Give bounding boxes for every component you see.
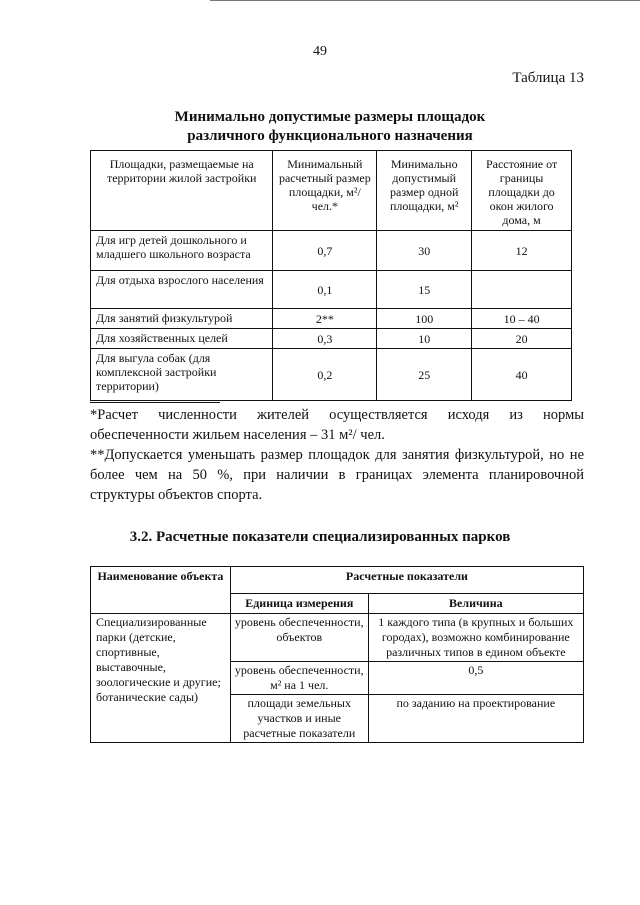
row-name: Для игр детей дошкольного и младшего школьного возраста [91, 231, 273, 271]
row-per-person: 0,1 [273, 271, 377, 309]
table-row [91, 231, 572, 271]
row-distance: 40 [472, 349, 572, 401]
header-min-per-person: Минимальный расчетный размер площадки, м²/чел.* [273, 151, 377, 231]
table-row [91, 329, 572, 349]
table-label: Таблица 13 [512, 70, 584, 86]
footnote-2: **Допускается уменьшать размер площадок для занятия физкультурой, но не более чем на 50 %, при наличии в границах элемента планировочной структуры объектов спорта. [90, 447, 584, 503]
row-value: 1 каждого типа (в крупных и больших городах), возможно комбинирование различных типов в едином объекте [368, 614, 583, 662]
footnote-1: *Расчет численности жителей осуществляется исходя из нормы обеспеченности жильем населения – 31 м²/ чел. [90, 407, 584, 443]
table-row [91, 614, 584, 662]
row-value: 0,5 [368, 662, 583, 695]
parks-indicators-table [90, 566, 584, 743]
row-min-size: 100 [377, 309, 472, 329]
row-per-person: 0,2 [273, 349, 377, 401]
row-unit: уровень обеспеченности, м² на 1 чел. [230, 662, 368, 695]
row-name: Для занятий физкультурой [91, 309, 273, 329]
row-min-size: 10 [377, 329, 472, 349]
header-value: Величина [368, 594, 583, 614]
table-title-line-2: различного функционального назначения [187, 128, 473, 144]
table-title [90, 108, 570, 146]
table-title-line-1: Минимально допустимые размеры площадок [174, 109, 486, 125]
row-value: по заданию на проектирование [368, 695, 583, 743]
row-per-person: 0,3 [273, 329, 377, 349]
table-header-row [91, 567, 584, 594]
row-min-size: 25 [377, 349, 472, 401]
header-distance: Расстояние от границы площадки до окон жилого дома, м [472, 151, 572, 231]
header-indicators: Расчетные показатели [230, 567, 583, 594]
row-per-person: 0,7 [273, 231, 377, 271]
table-row [91, 271, 572, 309]
footnotes [90, 402, 584, 505]
playground-size-table [90, 150, 572, 401]
row-unit: уровень обеспеченности, объектов [230, 614, 368, 662]
row-distance: 12 [472, 231, 572, 271]
page-number: 49 [313, 44, 327, 59]
header-object-name: Наименование объекта [91, 567, 231, 614]
row-distance: 10 – 40 [472, 309, 572, 329]
header-unit: Единица измерения [230, 594, 368, 614]
scan-edge-line [210, 0, 640, 3]
object-name: Специализированные парки (детские, спортивные, выставочные, зоологические и другие; ботанические сады) [91, 614, 231, 743]
row-distance: 20 [472, 329, 572, 349]
row-unit: площади земельных участков и иные расчетные показатели [230, 695, 368, 743]
row-min-size: 15 [377, 271, 472, 309]
row-name: Для хозяйственных целей [91, 329, 273, 349]
header-playgrounds: Площадки, размещаемые на территории жилой застройки [91, 151, 273, 231]
row-per-person: 2** [273, 309, 377, 329]
footnote-rule [90, 402, 220, 403]
table-header-row [91, 151, 572, 231]
section-title: 3.2. Расчетные показатели специализированных парков [129, 529, 511, 545]
row-name: Для отдыха взрослого населения [91, 271, 273, 309]
row-name: Для выгула собак (для комплексной застройки территории) [91, 349, 273, 401]
table-row [91, 309, 572, 329]
header-min-size: Минимально допустимый размер одной площадки, м² [377, 151, 472, 231]
row-min-size: 30 [377, 231, 472, 271]
row-distance [472, 271, 572, 309]
table-row [91, 349, 572, 401]
